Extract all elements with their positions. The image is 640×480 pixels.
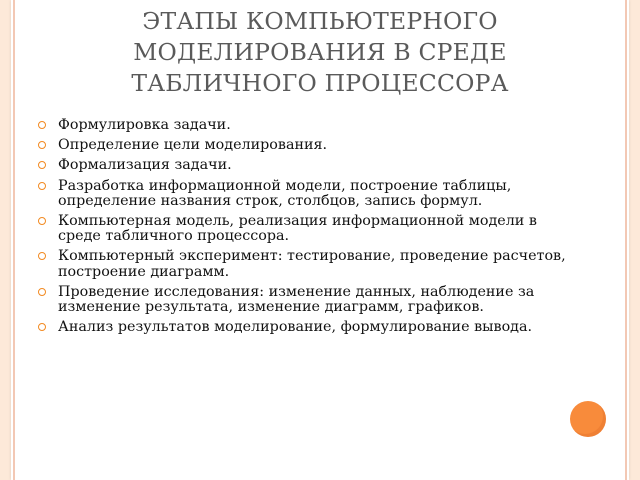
bullet-item — [36, 118, 581, 133]
bullet-item — [36, 285, 581, 315]
bullet-item — [36, 179, 581, 209]
bullet-item — [36, 249, 581, 279]
title-line-1: ЭТАПЫ КОМПЬЮТЕРНОГО — [142, 7, 498, 35]
left-border — [13, 0, 15, 480]
bullet-item — [36, 320, 581, 335]
hollow-circle-icon — [38, 217, 46, 225]
bullet-text: Формализация задачи. — [58, 157, 232, 174]
hollow-circle-icon — [38, 288, 46, 296]
hollow-circle-icon — [38, 182, 46, 190]
hollow-circle-icon — [38, 323, 46, 331]
bullet-item — [36, 138, 581, 153]
hollow-circle-icon — [38, 121, 46, 129]
bullet-item — [36, 214, 581, 244]
hollow-circle-icon — [38, 252, 46, 260]
bullet-text: Разработка информационной модели, построение таблицы, определение названия строк, столбцов, запись формул. — [58, 177, 512, 209]
orange-circle-icon — [570, 401, 606, 437]
bullet-list — [36, 118, 581, 340]
hollow-circle-icon — [38, 161, 46, 169]
hollow-circle-icon — [38, 141, 46, 149]
bullet-text: Проведение исследования: изменение данных, наблюдение за изменение результата, изменение диаграмм, графиков. — [58, 283, 535, 316]
bullet-item — [36, 158, 581, 173]
bullet-text: Формулировка задачи. — [58, 117, 231, 133]
bullet-text: Компьютерная модель, реализация информационной модели в среде табличного процессора. — [58, 213, 537, 245]
bullet-text: Компьютерный эксперимент: тестирование, проведение расчетов, построение диаграмм. — [58, 248, 566, 280]
bullet-text: Определение цели моделирования. — [58, 137, 328, 154]
title-line-2: МОДЕЛИРОВАНИЯ В СРЕДЕ — [133, 38, 507, 66]
title-line-3: ТАБЛИЧНОГО ПРОЦЕССОРА — [131, 69, 509, 97]
bullet-text: Анализ результатов моделирование, формулирование вывода. — [58, 319, 533, 336]
slide-title — [40, 6, 600, 99]
right-border — [625, 0, 627, 480]
